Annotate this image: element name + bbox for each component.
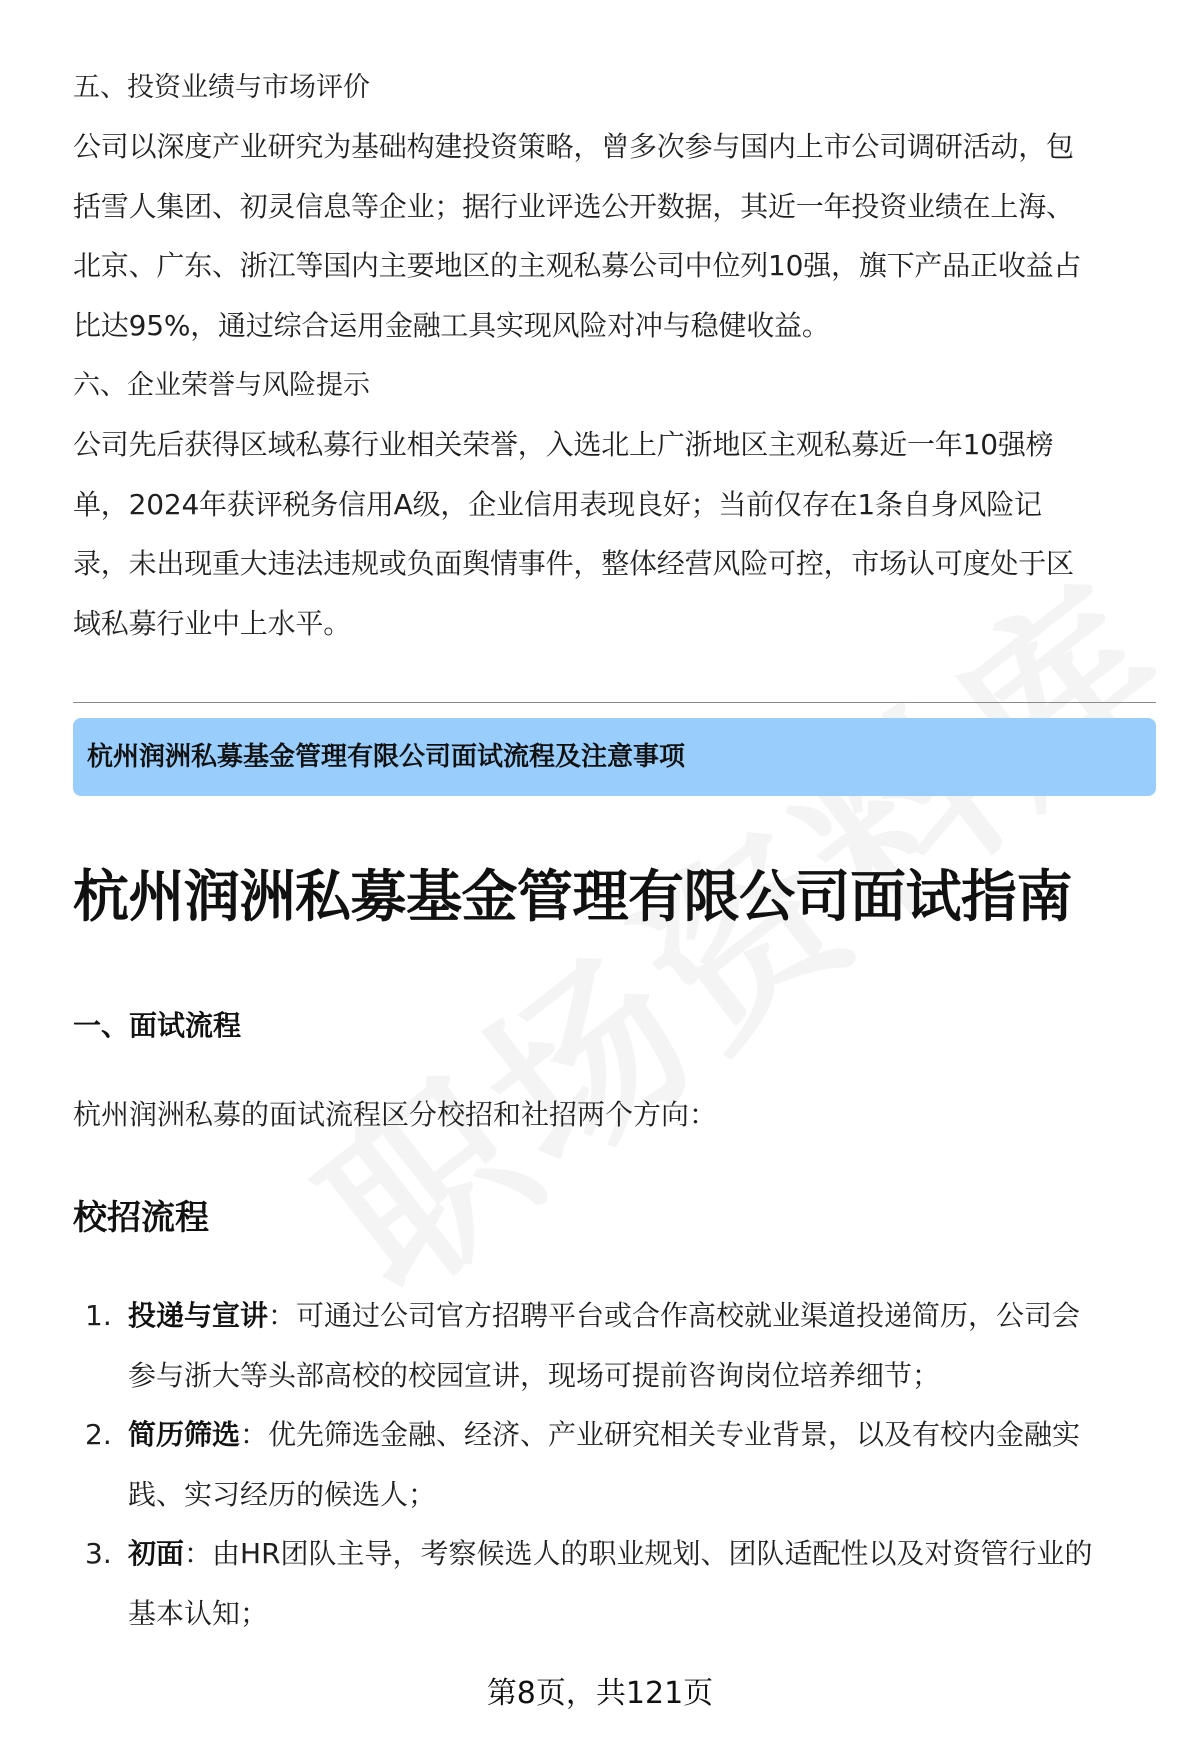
page-number: 第8页，共121页 xyxy=(486,1676,714,1711)
document-page xyxy=(73,0,1156,1755)
paragraph-line: 公司先后获得区域私募行业相关荣誉，入选北上广浙地区主观私募近一年10强榜 xyxy=(73,428,1054,461)
step-title: 投递与宣讲 xyxy=(128,1299,269,1332)
section-6-paragraph xyxy=(73,415,1156,653)
step-text-continued: 基本认知； xyxy=(128,1596,269,1630)
paragraph-line: 括雪人集团、初灵信息等企业；据行业评选公开数据，其近一年投资业绩在上海、 xyxy=(73,189,1074,223)
banner-title: 杭州润洲私募基金管理有限公司面试流程及注意事项 xyxy=(87,742,686,772)
section-6-heading: 六、企业荣誉与风险提示 xyxy=(73,370,370,401)
step-text: ：优先筛选金融、经济、产业研究相关专业背景，以及有校内金融实 xyxy=(240,1418,1081,1451)
step-text-continued: 践、实习经历的候选人； xyxy=(128,1477,437,1511)
paragraph-line: 比达95%，通过综合运用金融工具实现风险对冲与稳健收益。 xyxy=(73,308,830,342)
list-number: 2. xyxy=(85,1418,112,1451)
horizontal-divider xyxy=(73,702,1156,703)
section-5-paragraph xyxy=(73,117,1156,355)
step-title: 初面 xyxy=(128,1537,185,1570)
campus-process-heading: 校招流程 xyxy=(73,1198,209,1238)
interview-intro: 杭州润洲私募的面试流程区分校招和社招两个方向： xyxy=(73,1098,718,1131)
step-text: ：由HR团队主导，考察候选人的职业规划、团队适配性以及对资管行业的 xyxy=(184,1537,1093,1570)
list-number: 3. xyxy=(85,1537,112,1570)
page-title: 杭州润洲私募基金管理有限公司面试指南 xyxy=(73,865,1072,930)
step-title: 简历筛选 xyxy=(128,1418,241,1451)
paragraph-line: 北京、广东、浙江等国内主要地区的主观私募公司中位列10强，旗下产品正收益占 xyxy=(73,249,1082,282)
paragraph-line: 域私募行业中上水平。 xyxy=(73,606,352,640)
paragraph-line: 单，2024年获评税务信用A级，企业信用表现良好；当前仅存在1条自身风险记 xyxy=(73,487,1042,521)
paragraph-line: 公司以深度产业研究为基础构建投资策略，曾多次参与国内上市公司调研活动，包 xyxy=(73,130,1074,163)
paragraph-line: 录，未出现重大违法违规或负面舆情事件，整体经营风险可控，市场认可度处于区 xyxy=(73,547,1074,580)
list-number: 1. xyxy=(85,1299,112,1332)
interview-process-heading: 一、面试流程 xyxy=(73,1009,242,1042)
section-banner xyxy=(73,718,1156,796)
section-5-heading: 五、投资业绩与市场评价 xyxy=(73,72,370,103)
step-text: ：可通过公司官方招聘平台或合作高校就业渠道投递简历，公司会 xyxy=(268,1299,1081,1332)
step-text-continued: 参与浙大等头部高校的校园宣讲，现场可提前咨询岗位培养细节； xyxy=(128,1358,941,1392)
